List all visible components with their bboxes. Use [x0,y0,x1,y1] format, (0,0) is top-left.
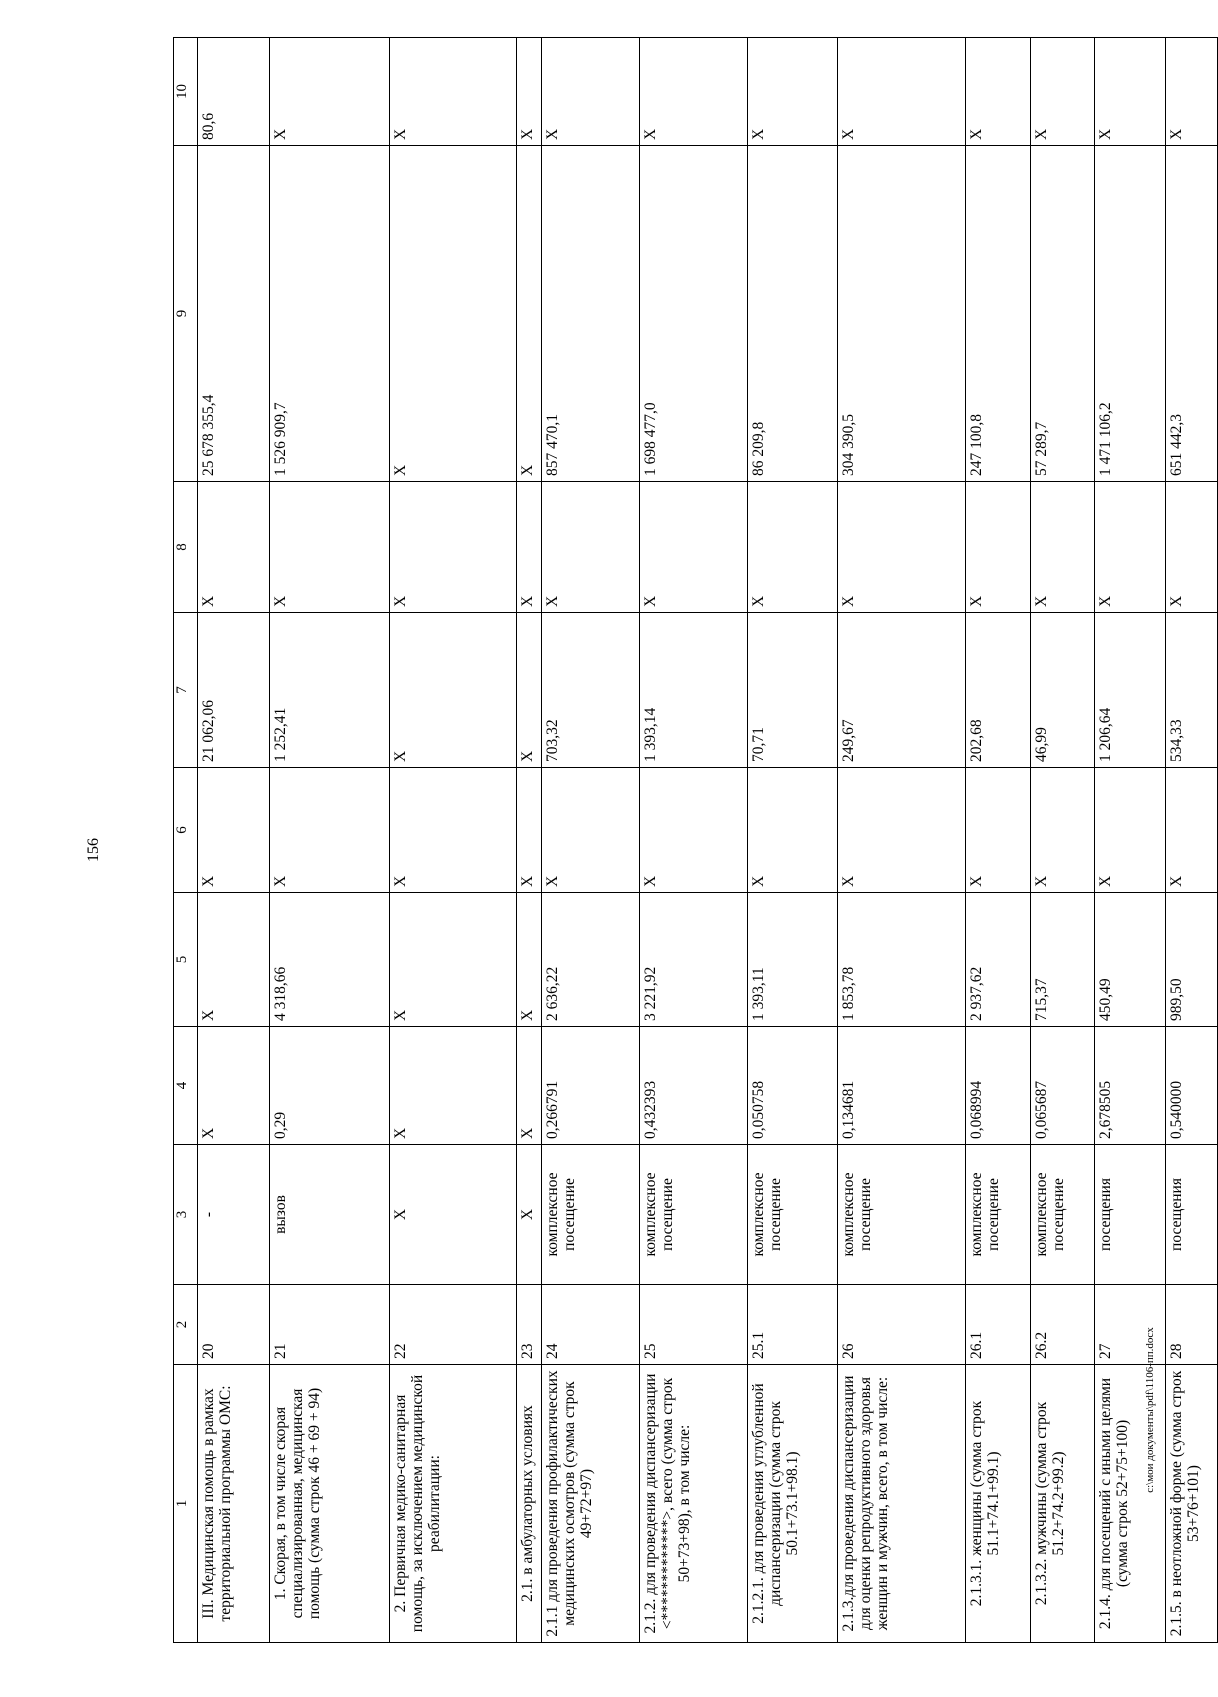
table-row [640,38,748,1643]
table-cell: 0,134681 [838,1027,966,1145]
table-cell: 27 [1094,1285,1165,1365]
table-cell: комплексное посещение [838,1145,966,1285]
table-cell: Х [1094,38,1165,146]
table-cell: 2,678505 [1094,1027,1165,1145]
table-cell: Х [541,38,639,146]
table-cell: комплексное посещение [748,1145,838,1285]
table-cell: 25.1 [748,1285,838,1365]
column-number-cell: 1 [174,1365,198,1643]
table-cell: Х [390,893,517,1027]
table-cell: 2 937,62 [965,893,1030,1027]
table-row [270,38,390,1643]
table-cell: Х [390,768,517,893]
table-cell: комплексное посещение [541,1145,639,1285]
row-description-cell: 1. Скорая, в том числе скорая специализированная, медицинская помощь (сумма строк 46 + 69 + 94) [270,1365,390,1643]
table-cell: Х [516,146,541,482]
table-row [748,38,838,1643]
column-number-cell: 2 [174,1285,198,1365]
table-row [1030,38,1094,1643]
table-cell: Х [390,1027,517,1145]
table-cell: Х [1030,768,1094,893]
row-description-cell: 2.1.3.2. мужчины (сумма строк 51.2+74.2+99.2) [1030,1365,1094,1643]
table-cell: 651 442,3 [1165,146,1217,482]
table-cell: Х [390,38,517,146]
table-cell: 202,68 [965,613,1030,768]
table-cell: Х [390,613,517,768]
table-cell: Х [516,38,541,146]
table-cell: 247 100,8 [965,146,1030,482]
footer-file-path: c:\мои документы\pdf\1106-пп.docx [1144,1327,1156,1493]
table-cell: Х [541,482,639,613]
table-cell: 21 [270,1285,390,1365]
table-cell: Х [390,146,517,482]
table-cell: 1 698 477,0 [640,146,748,482]
table-row [838,38,966,1643]
table-row [1165,38,1217,1643]
table-cell: 1 526 909,7 [270,146,390,482]
table-cell: Х [1094,482,1165,613]
column-number-cell: 9 [174,146,198,482]
row-description-cell: 2.1.4. для посещений с иными целями (сумма строк 52+75+100) [1094,1365,1165,1643]
table-cell: Х [516,482,541,613]
table-cell: вызов [270,1145,390,1285]
table-cell: Х [640,38,748,146]
table-cell: Х [1165,38,1217,146]
table-row [390,38,517,1643]
row-description-cell: 2.1.3.для проведения диспансеризации для оценки репродуктивного здоровья женщин и мужчин, всего, в том числе: [838,1365,966,1643]
column-number-cell: 8 [174,482,198,613]
table-cell: Х [270,482,390,613]
table-row [965,38,1030,1643]
table-cell: Х [838,38,966,146]
row-description-cell: 2.1.2.1. для проведения углубленной диспансеризации (сумма строк 50.1+73.1+98.1) [748,1365,838,1643]
table-cell: Х [516,613,541,768]
table-cell: 0,068994 [965,1027,1030,1145]
table-cell: Х [1094,768,1165,893]
table-cell: 1 393,14 [640,613,748,768]
table-row [197,38,269,1643]
column-number-cell: 4 [174,1027,198,1145]
table-cell: Х [965,482,1030,613]
table-cell: 26.2 [1030,1285,1094,1365]
row-description-cell: 2.1.1 для проведения профилактических медицинских осмотров (сумма строк 49+72+97) [541,1365,639,1643]
row-description-cell: III. Медицинская помощь в рамках территориальной программы ОМС: [197,1365,269,1643]
table-cell: посещения [1165,1145,1217,1285]
table-cell: Х [748,768,838,893]
table-row [541,38,639,1643]
table-cell: Х [1030,482,1094,613]
table-cell: 70,71 [748,613,838,768]
table-cell: 715,37 [1030,893,1094,1027]
table-row [516,38,541,1643]
table-cell: Х [197,768,269,893]
table-cell: Х [838,482,966,613]
column-number-cell: 5 [174,893,198,1027]
table-cell: 249,67 [838,613,966,768]
table-row [1094,38,1165,1643]
row-description-cell: 2.1.3.1. женщины (сумма строк 51.1+74.1+99.1) [965,1365,1030,1643]
table-cell: 23 [516,1285,541,1365]
table-cell: 28 [1165,1285,1217,1365]
table-cell: Х [390,1145,517,1285]
row-description-cell: 2.1.2. для проведения диспансеризации <*************>, всего (сумма строк 50+73+98), в том числе: [640,1365,748,1643]
table-cell: 86 209,8 [748,146,838,482]
table-cell: Х [541,768,639,893]
table-cell: 0,29 [270,1027,390,1145]
table-cell: Х [270,768,390,893]
table-cell: 25 678 355,4 [197,146,269,482]
table-cell: Х [516,1027,541,1145]
table-cell: 22 [390,1285,517,1365]
data-table [173,37,1218,1643]
table-cell: - [197,1145,269,1285]
table-cell: 1 206,64 [1094,613,1165,768]
table-cell: 304 390,5 [838,146,966,482]
table-cell: 26.1 [965,1285,1030,1365]
row-description-cell: 2.1. в амбулаторных условиях [516,1365,541,1643]
table-cell: Х [516,768,541,893]
table-cell: Х [748,38,838,146]
table-cell: Х [965,768,1030,893]
table-cell: Х [390,482,517,613]
table-cell: Х [640,482,748,613]
column-number-cell: 6 [174,768,198,893]
page-number: 156 [85,838,102,862]
table-cell: 4 318,66 [270,893,390,1027]
table-cell: 20 [197,1285,269,1365]
table-cell: 0,266791 [541,1027,639,1145]
table-cell: 989,50 [1165,893,1217,1027]
table-cell: 80,6 [197,38,269,146]
table-cell: 1 471 106,2 [1094,146,1165,482]
table-cell: комплексное посещение [1030,1145,1094,1285]
table-cell: Х [1165,768,1217,893]
table-cell: 0,050758 [748,1027,838,1145]
table-cell: Х [197,482,269,613]
table-cell: 534,33 [1165,613,1217,768]
table-cell: Х [965,38,1030,146]
table-cell: 21 062,06 [197,613,269,768]
table-cell: Х [197,1027,269,1145]
table-header-row [174,38,198,1643]
table-cell: 24 [541,1285,639,1365]
table-cell: Х [270,38,390,146]
table-cell: Х [516,1145,541,1285]
table-cell: 57 289,7 [1030,146,1094,482]
table-cell: комплексное посещение [965,1145,1030,1285]
table-cell: 2 636,22 [541,893,639,1027]
row-description-cell: 2.1.5. в неотложной форме (сумма строк 53+76+101) [1165,1365,1217,1643]
rotated-table-wrapper [173,38,1218,1643]
table-cell: Х [1165,482,1217,613]
table-cell: 1 393,11 [748,893,838,1027]
table-cell: 703,32 [541,613,639,768]
table-cell: Х [640,768,748,893]
table-cell: 26 [838,1285,966,1365]
table-cell: Х [748,482,838,613]
row-description-cell: 2. Первичная медико-санитарная помощь, за исключением медицинской реабилитации: [390,1365,517,1643]
table-cell: посещения [1094,1145,1165,1285]
table-cell: комплексное посещение [640,1145,748,1285]
table-cell: 1 853,78 [838,893,966,1027]
column-number-cell: 3 [174,1145,198,1285]
table-cell: 0,432393 [640,1027,748,1145]
table-cell: Х [516,893,541,1027]
table-cell: Х [1030,38,1094,146]
table-cell: Х [197,893,269,1027]
table-cell: 3 221,92 [640,893,748,1027]
table-cell: 450,49 [1094,893,1165,1027]
table-cell: 1 252,41 [270,613,390,768]
table-cell: 25 [640,1285,748,1365]
table-cell: 857 470,1 [541,146,639,482]
table-cell: 0,065687 [1030,1027,1094,1145]
table-cell: Х [838,768,966,893]
table-cell: 46,99 [1030,613,1094,768]
column-number-cell: 7 [174,613,198,768]
column-number-cell: 10 [174,38,198,146]
table-cell: 0,540000 [1165,1027,1217,1145]
